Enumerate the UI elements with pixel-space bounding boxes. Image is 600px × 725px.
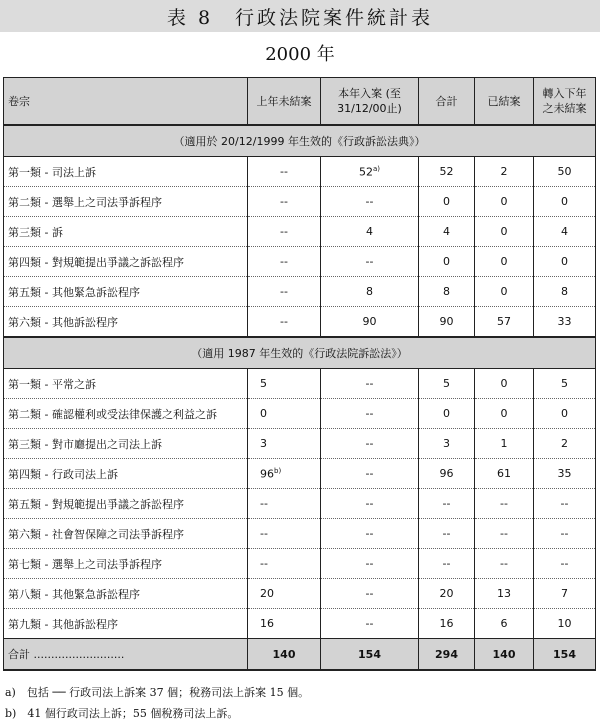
row-new-cases: -- [321,489,419,519]
header-pending: 轉入下年 之未結案 [534,78,596,126]
table-row [4,399,596,429]
header-row [4,78,596,126]
row-total: 8 [419,277,475,307]
table-row [4,157,596,187]
row-total: 3 [419,429,475,459]
row-total: -- [419,519,475,549]
table-row [4,187,596,217]
row-pending: 35 [534,459,596,489]
table-row [4,549,596,579]
row-prev-year: -- [248,307,321,338]
row-pending: 7 [534,579,596,609]
row-total: 96 [419,459,475,489]
row-closed: 0 [475,217,534,247]
footnotes [5,682,595,724]
row-closed: 1 [475,429,534,459]
footnote-a: a) 包括 ── 行政司法上訴案 37 個；稅務司法上訴案 15 個。 [5,686,310,699]
row-closed: -- [475,519,534,549]
row-closed: 13 [475,579,534,609]
table-row [4,277,596,307]
row-prev-year: -- [248,519,321,549]
row-pending: 0 [534,247,596,277]
row-category: 第六類 - 社會智保障之司法爭訴程序 [4,519,248,549]
row-category: 第一類 - 司法上訴 [4,157,248,187]
row-prev-year: -- [248,489,321,519]
row-category: 第九類 - 其他訴訟程序 [4,609,248,639]
row-total: 0 [419,247,475,277]
header-total: 合計 [419,78,475,126]
table-row [4,247,596,277]
table-row [4,429,596,459]
row-prev-year: 5 [248,369,321,399]
row-closed: 6 [475,609,534,639]
table-row [4,489,596,519]
totals-pending: 154 [534,639,596,671]
row-new-cases: 90 [321,307,419,338]
table-row [4,307,596,338]
row-closed: 0 [475,187,534,217]
row-new-cases: -- [321,609,419,639]
row-prev-year: -- [248,549,321,579]
row-total: 0 [419,187,475,217]
row-total: -- [419,549,475,579]
row-pending: -- [534,489,596,519]
table-row [4,217,596,247]
table-row [4,579,596,609]
row-closed: -- [475,489,534,519]
statistics-table [3,77,596,671]
header-new-cases: 本年入案 (至31/12/00止) [321,78,419,126]
totals-total: 294 [419,639,475,671]
section-heading: （適用於 20/12/1999 年生效的《行政訴訟法典》） [4,125,596,157]
row-closed: 0 [475,369,534,399]
row-total: 4 [419,217,475,247]
row-category: 第一類 - 平常之訴 [4,369,248,399]
row-pending: 0 [534,187,596,217]
row-new-cases: 4 [321,217,419,247]
row-prev-year: -- [248,277,321,307]
row-category: 第六類 - 其他訴訟程序 [4,307,248,338]
row-pending: -- [534,519,596,549]
row-category: 第二類 - 選舉上之司法爭訴程序 [4,187,248,217]
totals-closed: 140 [475,639,534,671]
row-pending: 5 [534,369,596,399]
row-category: 第五類 - 對規範提出爭議之訴訟程序 [4,489,248,519]
row-pending: 50 [534,157,596,187]
row-prev-year: -- [248,217,321,247]
header-docket: 卷宗 [4,78,248,126]
totals-row [4,639,596,671]
row-category: 第二類 - 確認權利或受法律保護之利益之訴 [4,399,248,429]
row-total: 0 [419,399,475,429]
row-prev-year: 20 [248,579,321,609]
row-pending: 2 [534,429,596,459]
row-new-cases: -- [321,549,419,579]
totals-new-cases: 154 [321,639,419,671]
section-heading-row [4,337,596,369]
row-new-cases: -- [321,247,419,277]
table-row [4,519,596,549]
row-category: 第三類 - 訴 [4,217,248,247]
header-prev-year: 上年未結案 [248,78,321,126]
row-prev-year: -- [248,187,321,217]
row-new-cases: 8 [321,277,419,307]
year-subtitle: 2000 年 [265,44,335,65]
table-row [4,459,596,489]
table-row [4,609,596,639]
totals-label: 合計 .......................... [4,639,248,671]
footnote-b: b) 41 個行政司法上訴；55 個稅務司法上訴。 [5,707,239,720]
row-prev-year: 3 [248,429,321,459]
section-heading-row [4,125,596,157]
footnote-marker: a) [372,164,381,173]
row-closed: 0 [475,277,534,307]
row-category: 第三類 - 對市廳提出之司法上訴 [4,429,248,459]
row-total: 52 [419,157,475,187]
row-pending: 10 [534,609,596,639]
row-pending: 33 [534,307,596,338]
row-prev-year: 96$^{b)}$ [248,459,321,489]
row-new-cases: 52$^{a)}$ [321,157,419,187]
row-prev-year: -- [248,247,321,277]
row-pending: 4 [534,217,596,247]
row-prev-year: 16 [248,609,321,639]
row-closed: -- [475,549,534,579]
row-closed: 61 [475,459,534,489]
row-prev-year: 0 [248,399,321,429]
row-category: 第八類 - 其他緊急訴訟程序 [4,579,248,609]
row-total: 5 [419,369,475,399]
row-total: -- [419,489,475,519]
row-closed: 0 [475,247,534,277]
row-new-cases: -- [321,579,419,609]
row-category: 第五類 - 其他緊急訴訟程序 [4,277,248,307]
footnote-marker: b) [274,466,282,475]
row-category: 第四類 - 行政司法上訴 [4,459,248,489]
row-pending: 0 [534,399,596,429]
row-closed: 2 [475,157,534,187]
row-new-cases: -- [321,187,419,217]
row-new-cases: -- [321,519,419,549]
row-total: 16 [419,609,475,639]
row-category: 第四類 - 對規範提出爭議之訴訟程序 [4,247,248,277]
row-pending: 8 [534,277,596,307]
row-total: 20 [419,579,475,609]
row-total: 90 [419,307,475,338]
table-row [4,369,596,399]
section-heading: （適用 1987 年生效的《行政法院訴訟法》） [4,337,596,369]
row-closed: 57 [475,307,534,338]
page-title: 表 8 行政法院案件統計表 [166,7,434,29]
row-category: 第七類 - 選舉上之司法爭訴程序 [4,549,248,579]
row-new-cases: -- [321,459,419,489]
row-new-cases: -- [321,369,419,399]
header-closed: 已結案 [475,78,534,126]
row-pending: -- [534,549,596,579]
row-prev-year: -- [248,157,321,187]
row-closed: 0 [475,399,534,429]
row-new-cases: -- [321,399,419,429]
totals-prev-year: 140 [248,639,321,671]
row-new-cases: -- [321,429,419,459]
